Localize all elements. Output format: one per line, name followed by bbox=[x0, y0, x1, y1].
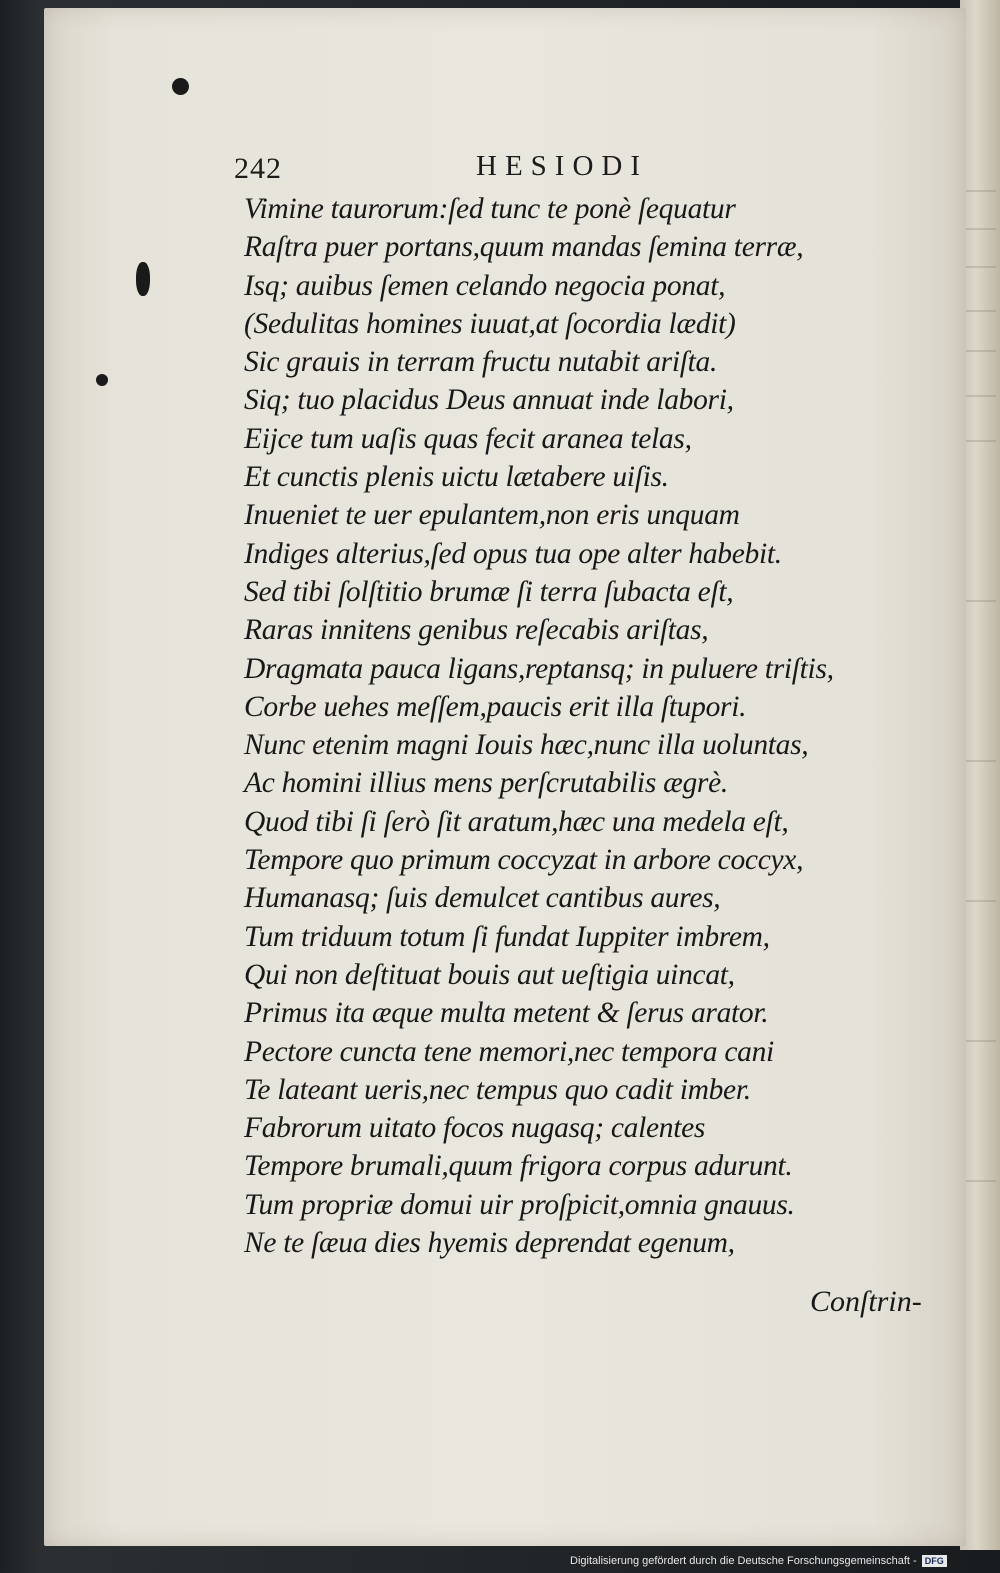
ink-speck bbox=[172, 78, 189, 95]
verse-line: Primus ita æque multa metent & ſerus arator. bbox=[244, 997, 769, 1030]
verse-line: Isq; auibus ſemen celando negocia ponat, bbox=[244, 269, 726, 302]
verse-line: Nunc etenim magni Iouis hæc,nunc illa uoluntas, bbox=[244, 729, 809, 762]
verse-line: Humanasq; ſuis demulcet cantibus aures, bbox=[244, 882, 721, 915]
verse-text bbox=[244, 190, 834, 1262]
page-number: 242 bbox=[234, 152, 282, 185]
verse-line: Tempore brumali,quum frigora corpus adurunt. bbox=[244, 1150, 793, 1183]
credit-text: Digitalisierung gefördert durch die Deutsche Forschungsgemeinschaft - bbox=[570, 1555, 917, 1567]
verse-line: Siq; tuo placidus Deus annuat inde labori, bbox=[244, 384, 734, 417]
verse-line: Raſtra puer portans,quum mandas ſemina terræ, bbox=[244, 231, 804, 264]
verse-line: Eijce tum uaſis quas fecit aranea telas, bbox=[244, 422, 692, 455]
catchword: Conſtrin- bbox=[810, 1285, 922, 1318]
ink-speck bbox=[136, 262, 150, 296]
verse-line: Vimine taurorum:ſed tunc te ponè ſequatur bbox=[244, 193, 736, 225]
verse-line: Pectore cuncta tene memori,nec tempora cani bbox=[244, 1035, 774, 1068]
verse-line: Te lateant ueris,nec tempus quo cadit imber. bbox=[244, 1073, 751, 1106]
verse-line: Sed tibi ſolſtitio brumæ ſi terra ſubacta eſt, bbox=[244, 575, 734, 608]
verse-line: Tum propriæ domui uir proſpicit,omnia gnauus. bbox=[244, 1188, 795, 1221]
verse-line: Raras innitens genibus reſecabis ariſtas, bbox=[244, 614, 709, 647]
verse-line: Inueniet te uer epulantem,non eris unquam bbox=[244, 499, 740, 532]
ink-speck bbox=[96, 374, 108, 386]
verse-line: Indiges alterius,ſed opus tua ope alter habebit. bbox=[244, 537, 782, 570]
verse-line: Corbe uehes meſſem,paucis erit illa ſtupori. bbox=[244, 690, 747, 723]
verse-line: Tempore quo primum coccyzat in arbore coccyx, bbox=[244, 844, 804, 877]
verse-line: Qui non deſtituat bouis aut ueſtigia uincat, bbox=[244, 958, 735, 991]
dfg-logo: DFG bbox=[922, 1555, 947, 1567]
verse-line: Dragmata pauca ligans,reptansq; in puluere triſtis, bbox=[244, 652, 834, 685]
verse-line: Ne te ſæua dies hyemis deprendat egenum, bbox=[244, 1227, 735, 1260]
facing-page-edge bbox=[960, 0, 1000, 1550]
digitization-credit bbox=[570, 1555, 947, 1567]
verse-line: Et cunctis plenis uictu lætabere uiſis. bbox=[244, 461, 669, 494]
page-sheet bbox=[44, 8, 966, 1546]
verse-line: Tum triduum totum ſi fundat Iuppiter imbrem, bbox=[244, 920, 770, 953]
verse-line: Fabrorum uitato focos nugasq; calentes bbox=[244, 1112, 706, 1145]
verse-line: (Sedulitas homines iuuat,at ſocordia lædit) bbox=[244, 307, 736, 340]
verse-line: Ac homini illius mens perſcrutabilis ægrè. bbox=[244, 767, 728, 800]
page-header bbox=[234, 148, 894, 188]
running-head: HESIODI bbox=[476, 150, 648, 182]
verse-line: Quod tibi ſi ſerò ſit aratum,hæc una medela eſt, bbox=[244, 805, 789, 838]
verse-line: Sic grauis in terram fructu nutabit ariſta. bbox=[244, 346, 718, 379]
